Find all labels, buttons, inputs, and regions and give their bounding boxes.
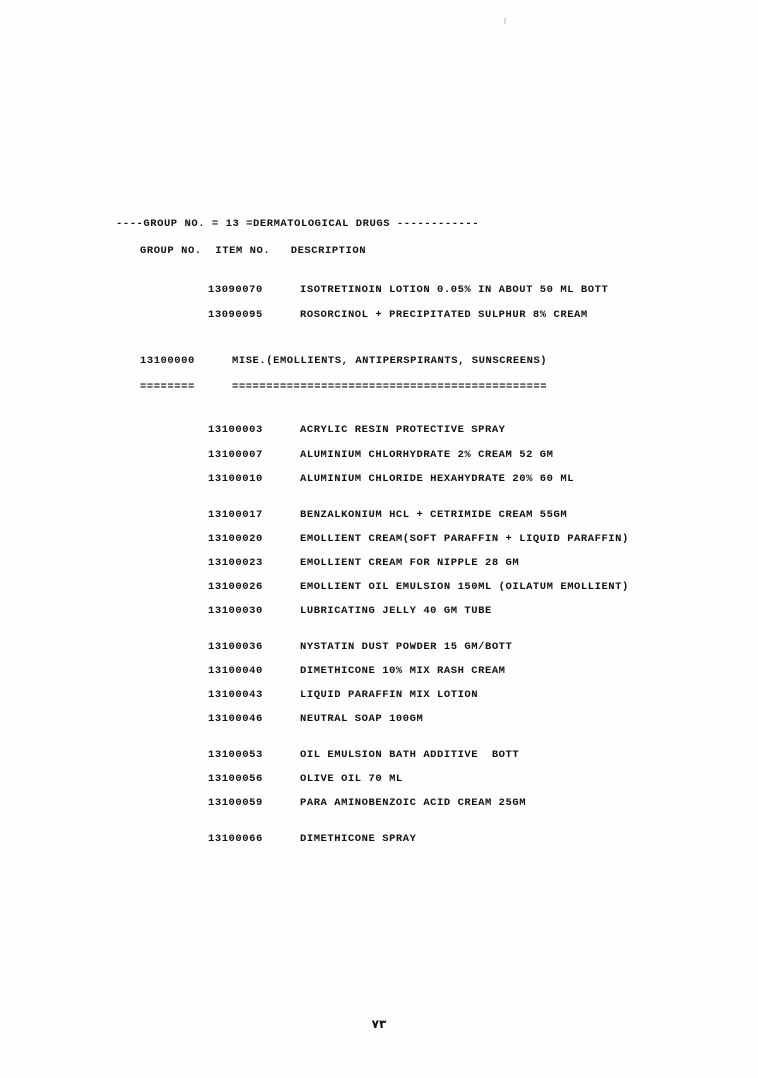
item-number: 13100023 [208, 557, 263, 569]
item-description: ALUMINIUM CHLORIDE HEXAHYDRATE 20% 60 ML [300, 473, 575, 485]
item-description: PARA AMINOBENZOIC ACID CREAM 25GM [300, 797, 527, 809]
list-item [208, 641, 512, 654]
list-item [208, 665, 506, 678]
item-number: 13090095 [208, 309, 263, 321]
column-headers: GROUP NO. ITEM NO. DESCRIPTION [140, 245, 367, 257]
page-number: ٧٣ [371, 1017, 387, 1031]
list-item [208, 424, 506, 437]
item-description: DIMETHICONE SPRAY [300, 833, 417, 845]
item-number: 13100010 [208, 473, 263, 485]
list-item [208, 533, 629, 546]
item-number: 13100056 [208, 773, 263, 785]
item-description: LUBRICATING JELLY 40 GM TUBE [300, 605, 492, 617]
item-number: 13100007 [208, 449, 263, 461]
list-item [208, 773, 403, 786]
group-header: ----GROUP NO. = 13 =DERMATOLOGICAL DRUGS ------------ [116, 218, 480, 230]
list-item [208, 749, 519, 762]
item-number: 13100003 [208, 424, 263, 436]
item-number: 13100059 [208, 797, 263, 809]
item-number: 13100030 [208, 605, 263, 617]
item-description: DIMETHICONE 10% MIX RASH CREAM [300, 665, 506, 677]
list-item [208, 557, 519, 570]
item-description: BENZALKONIUM HCL + CETRIMIDE CREAM 55GM [300, 509, 568, 521]
divider-left: ======== [140, 381, 195, 393]
item-description: LIQUID PARAFFIN MIX LOTION [300, 689, 479, 701]
scan-artifact [504, 18, 506, 24]
item-number: 13100040 [208, 665, 263, 677]
list-item [208, 833, 416, 846]
list-item [208, 605, 492, 618]
list-item [208, 713, 423, 726]
item-description: ROSORCINOL + PRECIPITATED SULPHUR 8% CREAM [300, 309, 588, 321]
item-number: 13100043 [208, 689, 263, 701]
list-item [208, 689, 478, 702]
list-item [208, 509, 567, 522]
item-number: 13100036 [208, 641, 263, 653]
item-number: 13100026 [208, 581, 263, 593]
item-description: EMOLLIENT CREAM FOR NIPPLE 28 GM [300, 557, 520, 569]
item-description: NYSTATIN DUST POWDER 15 GM/BOTT [300, 641, 513, 653]
item-description: EMOLLIENT OIL EMULSION 150ML (OILATUM EMOLLIENT) [300, 581, 629, 593]
list-item [208, 284, 608, 297]
item-description: OIL EMULSION BATH ADDITIVE BOTT [300, 749, 520, 761]
section-title-text: MISE.(EMOLLIENTS, ANTIPERSPIRANTS, SUNSCREENS) [232, 355, 548, 367]
list-item [208, 473, 574, 486]
item-number: 13100046 [208, 713, 263, 725]
list-item [208, 797, 526, 810]
item-description: ACRYLIC RESIN PROTECTIVE SPRAY [300, 424, 506, 436]
divider-right: ============================================== [232, 381, 548, 393]
item-number: 13100053 [208, 749, 263, 761]
item-number: 13090070 [208, 284, 263, 296]
item-number: 13100066 [208, 833, 263, 845]
item-description: NEUTRAL SOAP 100GM [300, 713, 424, 725]
item-number: 13100020 [208, 533, 263, 545]
list-item [208, 309, 588, 322]
item-description: OLIVE OIL 70 ML [300, 773, 403, 785]
section-heading [140, 355, 547, 368]
list-item [208, 449, 554, 462]
section-divider [140, 381, 547, 394]
list-item [208, 581, 629, 594]
item-number: 13100017 [208, 509, 263, 521]
item-description: ALUMINIUM CHLORHYDRATE 2% CREAM 52 GM [300, 449, 554, 461]
item-description: ISOTRETINOIN LOTION 0.05% IN ABOUT 50 ML BOTT [300, 284, 609, 296]
section-group-number: 13100000 [140, 355, 195, 367]
item-description: EMOLLIENT CREAM(SOFT PARAFFIN + LIQUID PARAFFIN) [300, 533, 629, 545]
